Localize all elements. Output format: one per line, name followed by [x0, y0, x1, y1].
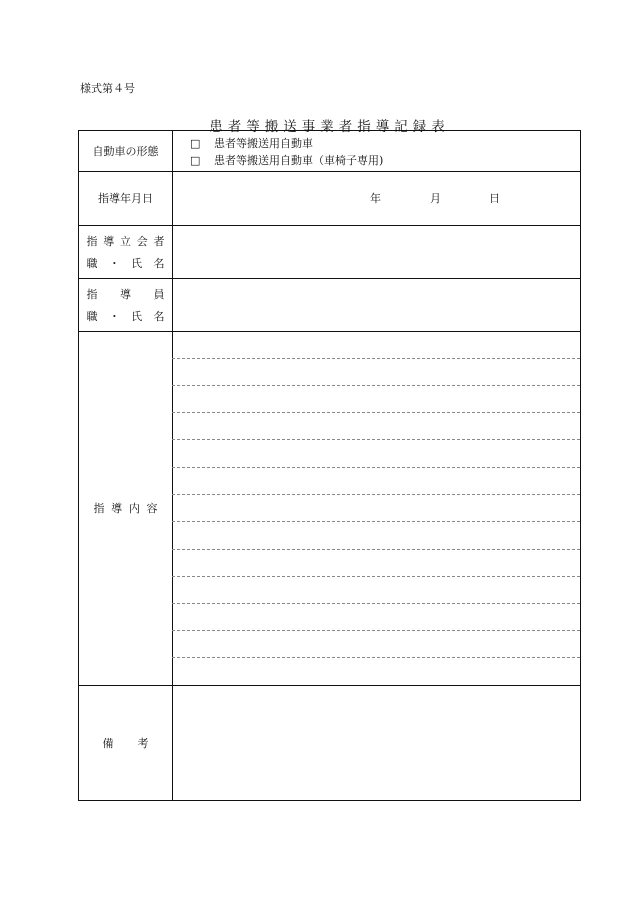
- label-char: 備: [102, 736, 114, 750]
- date-year-label: 年: [370, 192, 381, 205]
- writing-line: [172, 521, 580, 522]
- label-char: 会: [136, 234, 148, 248]
- checkbox-icon[interactable]: □: [190, 154, 201, 167]
- instructor-label-line1: [87, 286, 165, 302]
- writing-line: [172, 657, 580, 658]
- witness-label: [79, 225, 172, 278]
- label-char: 容: [146, 502, 158, 515]
- label-char: 導: [103, 234, 115, 248]
- checkbox-icon[interactable]: □: [190, 137, 201, 150]
- writing-line: [172, 358, 580, 359]
- label-char: 指: [86, 287, 98, 301]
- label-char: 指: [93, 502, 105, 515]
- writing-line: [172, 467, 580, 468]
- date-month-label: 月: [430, 192, 441, 205]
- label-char: ・: [108, 309, 120, 323]
- writing-line: [172, 439, 580, 440]
- label-char: 職: [86, 256, 98, 270]
- label-char: 指: [86, 234, 98, 248]
- record-table: [78, 130, 581, 801]
- label-char: 立: [120, 234, 131, 248]
- content-label-line: [94, 500, 158, 516]
- label-char: 名: [153, 256, 165, 270]
- label-char: 氏: [131, 309, 143, 323]
- writing-line: [172, 576, 580, 577]
- form-title: 患者等搬送事業者指導記録表: [209, 119, 450, 135]
- form-number: 様式第４号: [80, 82, 135, 95]
- writing-line: [172, 385, 580, 386]
- vehicle-option-wheelchair[interactable]: [190, 152, 383, 168]
- writing-line: [172, 549, 580, 550]
- remarks-label: [79, 685, 172, 800]
- label-column-divider: [172, 131, 173, 800]
- date-day-label: 日: [489, 192, 500, 205]
- label-char: 内: [128, 502, 140, 515]
- label-char: 名: [153, 309, 165, 323]
- label-char: 導: [120, 287, 131, 301]
- writing-line: [172, 630, 580, 631]
- content-label: [79, 331, 172, 685]
- witness-label-line2: [87, 255, 165, 271]
- label-char: 職: [86, 309, 98, 323]
- vehicle-option-label: 患者等搬送用自動車（車椅子専用): [214, 154, 384, 167]
- vehicle-option-standard[interactable]: [190, 135, 313, 151]
- instructor-label-line2: [87, 308, 165, 324]
- witness-label-line1: [87, 233, 165, 249]
- vehicle-option-label: 患者等搬送用自動車: [214, 137, 313, 150]
- label-char: 導: [111, 502, 123, 515]
- label-char: 者: [153, 234, 165, 248]
- writing-line: [172, 603, 580, 604]
- writing-line: [172, 412, 580, 413]
- vehicle-type-label: 自動車の形態: [92, 145, 159, 158]
- remarks-label-line: [103, 735, 149, 751]
- label-char: 氏: [131, 256, 143, 270]
- instructor-label: [79, 278, 172, 331]
- label-char: 考: [137, 736, 149, 750]
- label-char: 員: [153, 287, 165, 301]
- label-char: ・: [108, 256, 120, 270]
- writing-line: [172, 494, 580, 495]
- date-label: 指導年月日: [98, 192, 153, 205]
